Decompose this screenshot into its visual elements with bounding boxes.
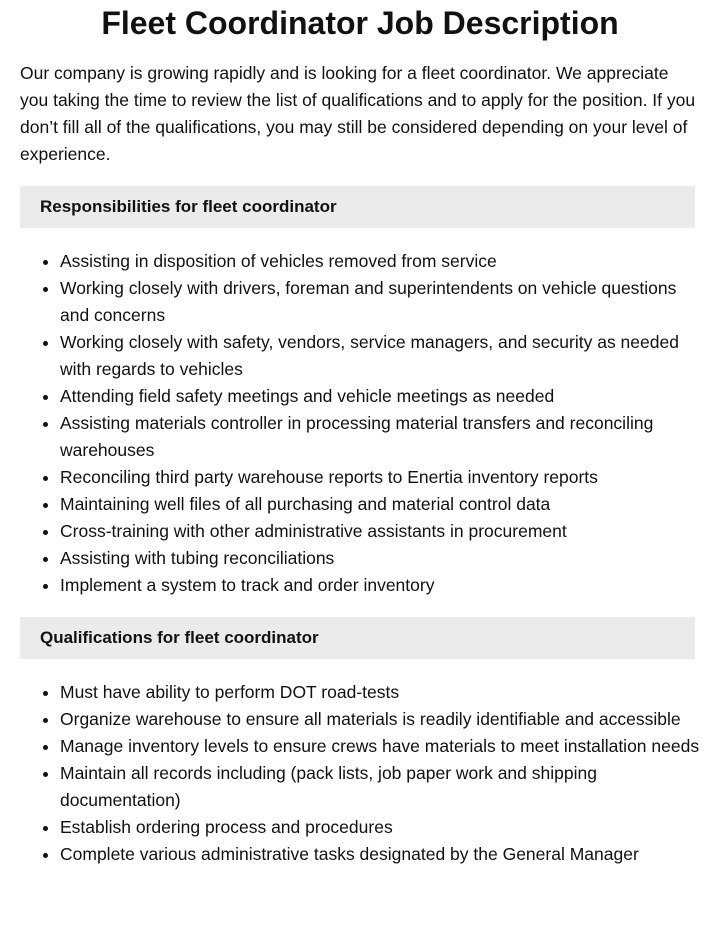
list-item: • Working closely with drivers, foreman and superintendents on vehicle questions and concerns	[60, 275, 700, 329]
list-item: • Reconciling third party warehouse reports to Enertia inventory reports	[60, 464, 700, 491]
intro-text: Our company is growing rapidly and is looking for a fleet coordinator. We appreciate you taking the time to review the list of qualifications and to apply for the position. If you don’t fill all of the qualifications, you may still be considered depending on your level of experience.	[20, 63, 696, 164]
list-item: • Attending field safety meetings and vehicle meetings as needed	[60, 383, 700, 410]
list-item: • Complete various administrative tasks designated by the General Manager	[60, 841, 700, 868]
list-item: • Manage inventory levels to ensure crews have materials to meet installation needs	[60, 733, 700, 760]
responsibilities-heading: Responsibilities for fleet coordinator	[20, 186, 695, 228]
page-title: Fleet Coordinator Job Description	[101, 5, 619, 41]
list-item: • Assisting in disposition of vehicles removed from service	[60, 248, 700, 275]
responsibilities-list	[0, 248, 700, 599]
list-item: • Maintaining well files of all purchasing and material control data	[60, 491, 700, 518]
qualifications-list	[0, 679, 700, 868]
list-item: • Assisting materials controller in processing material transfers and reconciling warehouses	[60, 410, 700, 464]
list-item: • Cross-training with other administrative assistants in procurement	[60, 518, 700, 545]
list-item: • Organize warehouse to ensure all materials is readily identifiable and accessible	[60, 706, 700, 733]
list-item: • Assisting with tubing reconciliations	[60, 545, 700, 572]
list-item: • Working closely with safety, vendors, service managers, and security as needed with regards to vehicles	[60, 329, 700, 383]
list-item: • Must have ability to perform DOT road-tests	[60, 679, 700, 706]
list-item: • Implement a system to track and order inventory	[60, 572, 700, 599]
list-item: • Establish ordering process and procedures	[60, 814, 700, 841]
qualifications-heading: Qualifications for fleet coordinator	[20, 617, 695, 659]
list-item: • Maintain all records including (pack lists, job paper work and shipping documentation)	[60, 760, 700, 814]
